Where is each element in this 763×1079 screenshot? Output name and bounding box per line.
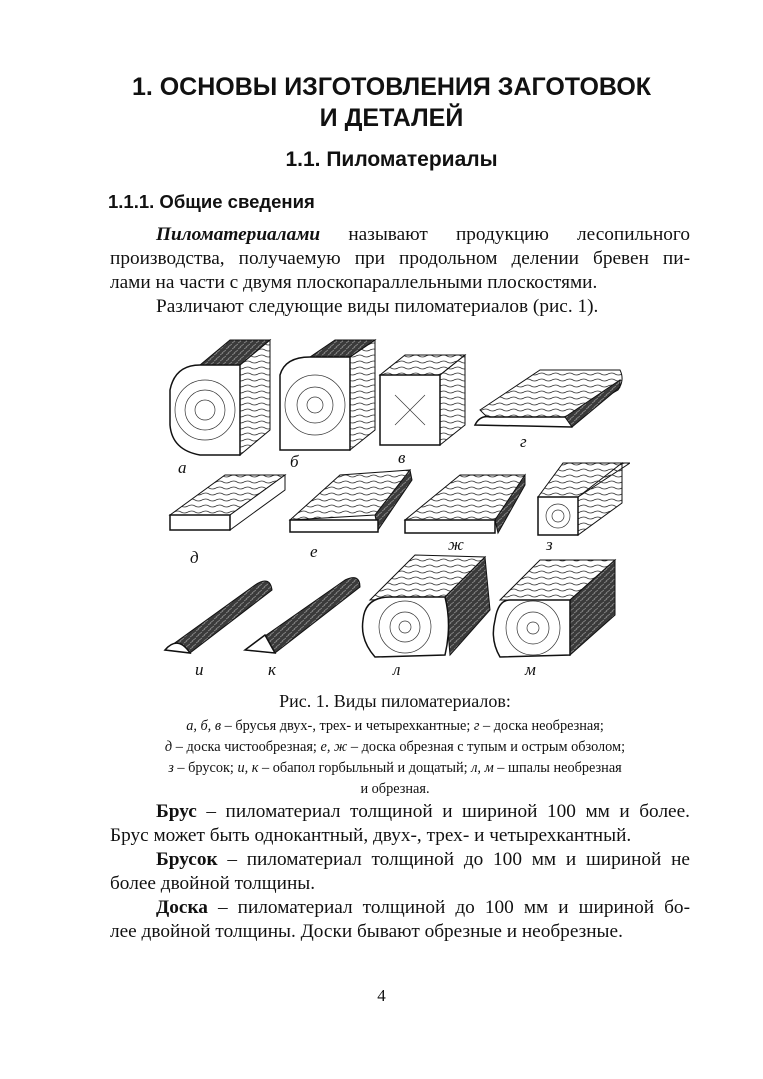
label-e: е xyxy=(310,542,318,561)
lumber-e xyxy=(290,470,412,561)
definition-brus-term: Брус xyxy=(156,801,197,822)
label-m: м xyxy=(525,660,536,679)
definition-brusok-line-1 xyxy=(156,848,690,872)
lumber-types-figure xyxy=(160,335,630,680)
caption-keys-2: г xyxy=(473,718,480,734)
definition-doska-line-1 xyxy=(156,896,690,920)
page-number: 4 xyxy=(377,986,386,1005)
label-k: к xyxy=(268,660,276,679)
label-z: з xyxy=(546,535,553,554)
lumber-v xyxy=(380,355,465,467)
intro-line1-rest: называют продукцию лесопильного xyxy=(348,224,690,245)
section-title: 1.1. Пиломатериалы xyxy=(285,148,498,171)
figure-caption-title: Рис. 1. Виды пиломатериалов: xyxy=(279,691,511,711)
caption-keys-3: д xyxy=(164,739,173,755)
label-d: д xyxy=(190,548,199,567)
caption-text-3: – доска чистообрезная; xyxy=(172,739,321,755)
caption-text-6: – обапол горбыльный и дощатый; xyxy=(258,760,472,776)
caption-keys-7: л, м xyxy=(471,760,494,776)
caption-line-1 xyxy=(100,716,690,736)
label-b: б xyxy=(290,452,299,471)
label-l: л xyxy=(393,660,401,679)
label-zh: ж xyxy=(448,535,464,554)
definition-doska-term: Доска xyxy=(156,897,208,918)
label-a: а xyxy=(178,458,187,477)
lumber-z xyxy=(538,463,630,554)
definition-brusok-term: Брусок xyxy=(156,849,218,870)
chapter-title-line1: 1. ОСНОВЫ ИЗГОТОВЛЕНИЯ ЗАГОТОВОК xyxy=(131,73,652,101)
definition-brus-line-1 xyxy=(156,800,690,824)
lumber-d xyxy=(170,475,285,567)
intro-term: Пиломатериалами xyxy=(156,224,321,245)
caption-line-3 xyxy=(100,758,690,778)
lumber-l xyxy=(363,555,491,679)
caption-text-7: – шпалы необрезная xyxy=(493,760,622,776)
caption-keys-6: и, к xyxy=(237,760,259,776)
chapter-title xyxy=(60,72,723,134)
chapter-title-line2: И ДЕТАЛЕЙ xyxy=(319,104,464,132)
intro-line-4: Различают следующие виды пиломатериалов (рис. 1). xyxy=(156,296,599,317)
caption-text-4: – доска обрезная с тупым и острым обзолом; xyxy=(347,739,626,755)
definition-doska-text: – пиломатериал толщиной до 100 мм и шириной бо- xyxy=(207,897,690,918)
caption-keys-5: з xyxy=(168,760,174,776)
definition-brus-line-2: Брус может быть однокантный, двух-, трех- и четырехкантный. xyxy=(110,825,632,846)
caption-text-8: и обрезная. xyxy=(360,781,430,797)
lumber-g xyxy=(475,370,622,451)
intro-line-2: производства, получаемую при продольном делении бревен пи- xyxy=(110,248,690,269)
caption-line-2 xyxy=(100,737,690,757)
label-g: г xyxy=(520,432,527,451)
subsection-title: 1.1.1. Общие сведения xyxy=(108,191,315,212)
lumber-i xyxy=(165,581,272,679)
caption-text-1: – брусья двух-, трех- и четырехкантные; xyxy=(221,718,474,734)
caption-text-2: – доска необрезная; xyxy=(479,718,604,734)
definition-brusok-text: – пиломатериал толщиной до 100 мм и шириной не xyxy=(217,849,690,870)
lumber-b xyxy=(280,340,375,471)
caption-keys-4: е, ж xyxy=(320,739,348,755)
caption-text-5: – брусок; xyxy=(173,760,238,776)
label-v: в xyxy=(398,448,406,467)
lumber-a xyxy=(170,340,270,477)
intro-line-3: лами на части с двумя плоскопараллельными плоскостями. xyxy=(110,272,598,293)
definition-doska-line-2: лее двойной толщины. Доски бывают обрезные и необрезные. xyxy=(110,921,623,942)
intro-line-1 xyxy=(156,223,690,247)
definition-brus-text: – пиломатериал толщиной и шириной 100 мм и более. xyxy=(196,801,690,822)
lumber-m xyxy=(493,560,615,679)
definition-brusok-line-2: более двойной толщины. xyxy=(110,873,316,894)
caption-line-4 xyxy=(100,779,690,799)
lumber-zh xyxy=(405,475,525,554)
caption-keys-1: а, б, в xyxy=(186,718,222,734)
label-i: и xyxy=(195,660,204,679)
